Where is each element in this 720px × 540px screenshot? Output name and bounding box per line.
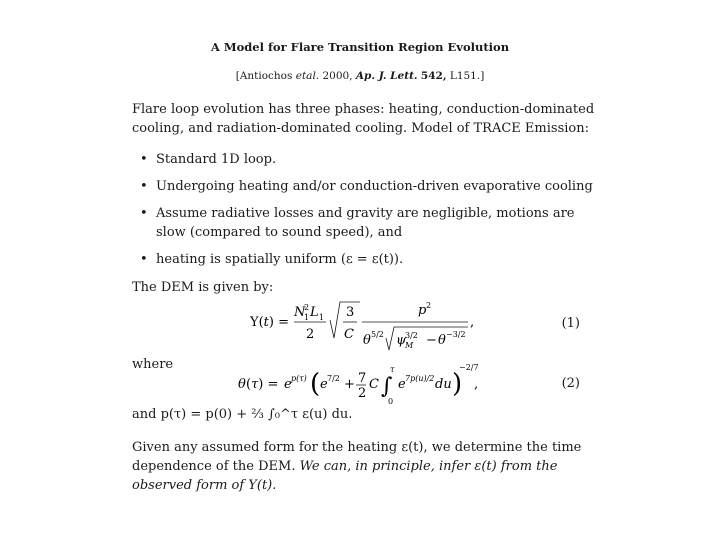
conclusion-paragraph (132, 438, 600, 495)
svg-text:2: 2 (304, 303, 310, 312)
svg-text:0: 0 (388, 397, 394, 406)
bullet-icon: • (140, 179, 148, 194)
svg-text:1: 1 (304, 313, 310, 322)
bullet-icon: • (140, 206, 148, 221)
citation-journal: Ap. J. Lett. (355, 70, 418, 82)
svg-text:,: , (470, 315, 475, 330)
svg-text:e: e (320, 377, 328, 392)
citation-year: 2000, (322, 70, 353, 82)
citation-page: L151.] (449, 70, 485, 82)
where-label: where (132, 357, 174, 372)
svg-text:2: 2 (306, 327, 315, 342)
list-item: • Assume radiative losses and gravity are negligible, motions are slow (compared to sound speed), and (140, 206, 575, 240)
equation-1-number: (1) (561, 316, 580, 331)
pressure-relation: and p(τ) = p(0) + ⅔ ∫₀^τ ε(u) du. (132, 407, 353, 422)
equation-2-number: (2) (561, 376, 580, 391)
bullet-icon: • (140, 152, 148, 167)
svg-text:τ: τ (390, 365, 395, 374)
svg-text:7/2: 7/2 (327, 374, 340, 383)
svg-text:−3/2: −3/2 (446, 330, 466, 339)
svg-text:(: ( (310, 369, 321, 399)
svg-text:M: M (405, 341, 414, 350)
svg-text:7: 7 (358, 371, 367, 386)
svg-text:N: N (294, 305, 306, 320)
svg-text:e: e (398, 377, 406, 392)
svg-text:θ: θ (238, 377, 246, 392)
svg-text:e: e (284, 377, 292, 392)
equation-1-graphic (250, 300, 480, 360)
svg-text:2: 2 (426, 301, 432, 310)
citation-volume: 542, (420, 70, 447, 82)
svg-text:3: 3 (346, 305, 355, 320)
equation-1 (250, 300, 480, 360)
intro-paragraph: Flare loop evolution has three phases: heating, conduction-dominated cooling, and radiation-dominated cooling. Model of TRACE Emission: (132, 102, 595, 136)
svg-text:3/2: 3/2 (405, 331, 418, 340)
svg-text:∫: ∫ (381, 374, 393, 399)
conclusion-text: Given any assumed form for the heating ε(t), we determine the time dependence of the DEM. (132, 440, 582, 474)
svg-text:): ) (452, 369, 463, 399)
assumption-list (140, 150, 600, 277)
svg-text:,: , (474, 377, 478, 392)
citation-etal: etal. (295, 70, 320, 82)
svg-text:5/2: 5/2 (371, 330, 384, 339)
svg-text:+: + (344, 377, 355, 392)
citation (0, 70, 720, 82)
dem-intro: The DEM is given by: (132, 280, 274, 295)
list-item: • Standard 1D loop. (140, 152, 277, 167)
svg-text:du: du (435, 377, 452, 392)
citation-author: [Antiochos (235, 70, 293, 82)
svg-text:θ: θ (438, 333, 446, 348)
equation-2 (238, 360, 478, 410)
svg-text:C: C (369, 377, 379, 392)
svg-text:7p(u)/2: 7p(u)/2 (405, 374, 435, 383)
svg-text:L: L (310, 305, 319, 320)
svg-text:(τ) =: (τ) = (246, 377, 279, 392)
svg-text:−: − (426, 333, 437, 348)
svg-text:2: 2 (358, 386, 367, 401)
equation-2-graphic (238, 360, 478, 410)
svg-text:p(τ): p(τ) (291, 374, 307, 383)
conclusion-emphasis: We can, in principle, infer ε(t) from the observed form of Υ(t). (132, 459, 558, 493)
list-item: • heating is spatially uniform (ε = ε(t)). (140, 252, 404, 267)
svg-text:C: C (344, 327, 354, 342)
svg-text:θ: θ (363, 333, 371, 348)
bullet-icon: • (140, 252, 148, 267)
svg-text:1: 1 (319, 313, 325, 322)
svg-text:Υ(t) =: Υ(t) = (250, 315, 289, 330)
svg-text:p: p (418, 303, 427, 318)
list-item: • Undergoing heating and/or conduction-driven evaporative cooling (140, 179, 593, 194)
slide-title: A Model for Flare Transition Region Evolution (210, 40, 510, 54)
svg-text:−2/7: −2/7 (459, 363, 478, 372)
svg-text:ψ: ψ (396, 333, 407, 348)
